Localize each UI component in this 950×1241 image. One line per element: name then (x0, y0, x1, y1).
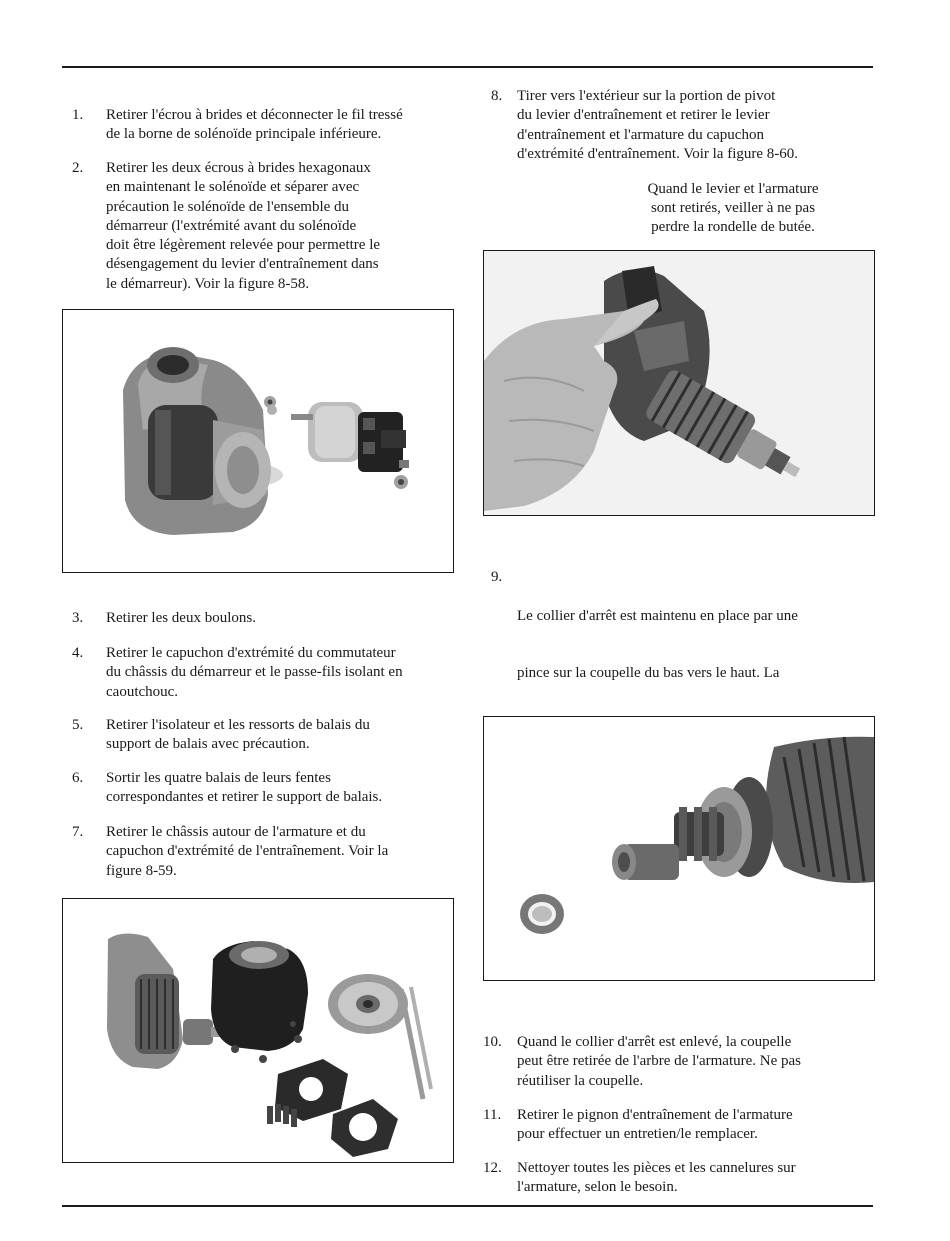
step-line: en maintenant le solénoïde et séparer avec (106, 179, 360, 196)
step-line: réutiliser la coupelle. (517, 1072, 644, 1089)
step-number: 12. (483, 1160, 502, 1176)
starter-disassembled-photo (63, 899, 453, 1162)
step-line: le démarreur). Voir la figure 8-58. (106, 275, 310, 292)
step-line: d'extrémité d'entraînement. Voir la figure 8-60. (517, 145, 799, 162)
step-line: Retirer le capuchon d'extrémité du commutateur (106, 645, 396, 661)
step-line: Retirer l'écrou à brides et déconnecter le fil tressé (106, 107, 403, 123)
step-line: Retirer le châssis autour de l'armature et du (106, 824, 366, 840)
step-line: Retirer le pignon d'entraînement de l'armature (517, 1107, 793, 1123)
step-number: 4. (72, 645, 84, 661)
step-number: 6. (72, 770, 84, 786)
step-line: correspondantes et retirer le support de balais. (106, 789, 383, 806)
top-rule (62, 66, 873, 68)
step-line: peut être retirée de l'arbre de l'armature. Ne pas (517, 1053, 801, 1070)
step-line: Sortir les quatre balais de leurs fentes (106, 770, 331, 786)
step-line: Tirer vers l'extérieur sur la portion de pivot (517, 88, 776, 104)
figure-8-60 (483, 250, 875, 516)
step-line: pour effectuer un entretien/le remplacer. (517, 1126, 758, 1143)
starter-and-solenoid-photo (63, 310, 453, 572)
caution-note (618, 180, 848, 237)
figure-8-61 (483, 716, 875, 981)
step-line: du levier d'entraînement et retirer le levier (517, 107, 770, 124)
step-line: caoutchouc. (106, 683, 179, 700)
step-line: figure 8-59. (106, 862, 177, 879)
step-line: l'armature, selon le besoin. (517, 1179, 678, 1196)
step-number: 2. (72, 160, 84, 176)
bottom-rule (62, 1205, 873, 1207)
step-line: désengagement du levier d'entraînement dans (106, 256, 379, 273)
step-line: pince sur la coupelle du bas vers le haut. La (517, 665, 780, 682)
step-line: doit être légèrement relevée pour permettre le (106, 237, 381, 254)
step-line: Retirer les deux boulons. (106, 610, 256, 626)
step-number: 9. (491, 569, 503, 585)
step-line: du châssis du démarreur et le passe-fils isolant en (106, 664, 403, 681)
step-number: 10. (483, 1034, 502, 1050)
note-line: sont retirés, veiller à ne pas (650, 200, 816, 216)
step-number: 1. (72, 107, 84, 123)
step-line: Retirer les deux écrous à brides hexagonaux (106, 160, 371, 176)
step-line: capuchon d'extrémité de l'entraînement. Voir la (106, 843, 389, 860)
step-line: support de balais avec précaution. (106, 736, 310, 753)
step-line: Quand le collier d'arrêt est enlevé, la coupelle (517, 1034, 792, 1050)
step-number: 11. (483, 1107, 502, 1123)
figure-8-58 (62, 309, 454, 573)
step-line: Nettoyer toutes les pièces et les cannelures sur (517, 1160, 796, 1176)
step-number: 8. (491, 88, 503, 104)
note-line: Quand le levier et l'armature (647, 181, 819, 197)
step-number: 3. (72, 610, 84, 626)
step-number: 5. (72, 717, 84, 733)
step-line: de la borne de solénoïde principale inférieure. (106, 126, 382, 143)
step-line: Le collier d'arrêt est maintenu en place par une (517, 607, 798, 624)
hand-removing-armature-photo (484, 251, 874, 515)
step-line: d'entraînement et l'armature du capuchon (517, 126, 764, 143)
note-line: perdre la rondelle de butée. (651, 219, 815, 235)
step-line: précaution le solénoïde de l'ensemble du (106, 198, 350, 215)
figure-8-59 (62, 898, 454, 1163)
armature-shaft-and-cup-photo (484, 717, 874, 980)
step-number: 7. (72, 824, 84, 840)
step-line: Retirer l'isolateur et les ressorts de balais du (106, 717, 370, 733)
step-line: démarreur (l'extrémité avant du solénoïde (106, 217, 357, 234)
